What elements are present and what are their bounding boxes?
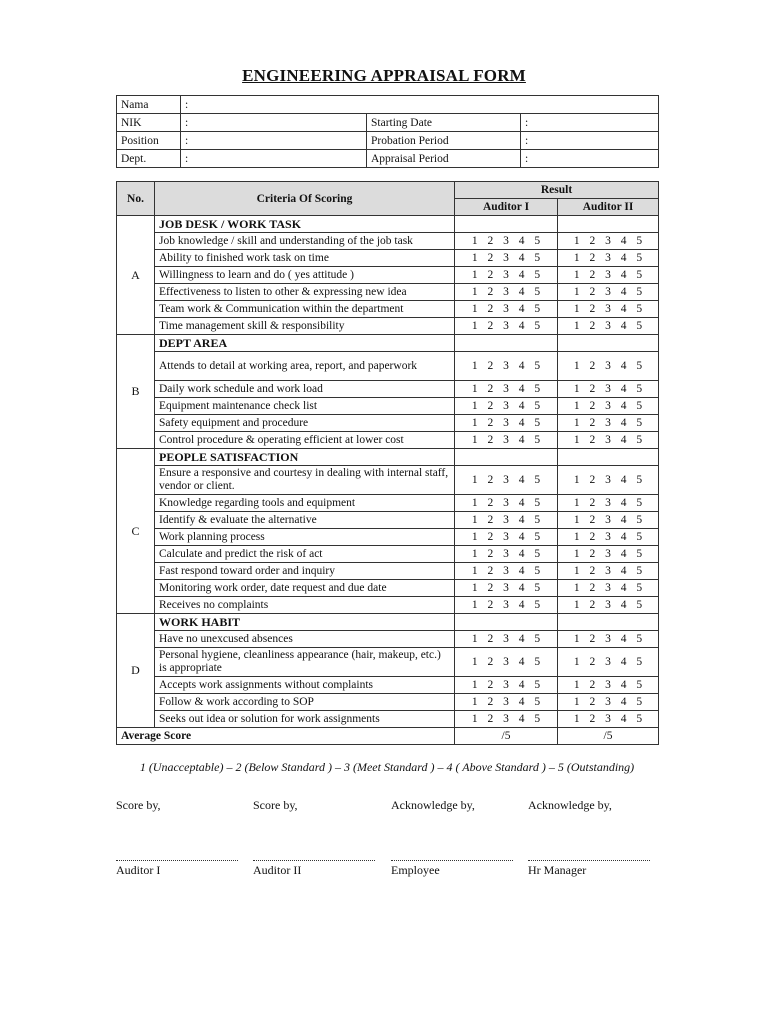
info-row-dept: [117, 150, 659, 168]
info-label: NIK: [117, 114, 181, 132]
auditor1-score[interactable]: 1 2 3 4 5: [455, 250, 558, 267]
average-auditor1[interactable]: /5: [455, 728, 558, 745]
criteria-row: [117, 233, 659, 250]
auditor2-score[interactable]: 1 2 3 4 5: [558, 580, 659, 597]
criteria-text: Attends to detail at working area, report, and paperwork: [155, 352, 455, 381]
signature-role: Employee: [391, 863, 440, 877]
auditor2-score[interactable]: 1 2 3 4 5: [558, 267, 659, 284]
auditor2-score[interactable]: 1 2 3 4 5: [558, 631, 659, 648]
section-title: WORK HABIT: [155, 614, 455, 631]
signature-block-auditor2: [253, 798, 378, 878]
auditor2-score[interactable]: 1 2 3 4 5: [558, 694, 659, 711]
auditor1-score[interactable]: 1 2 3 4 5: [455, 267, 558, 284]
info-row-nama: [117, 96, 659, 114]
info-label: Probation Period: [367, 132, 521, 150]
criteria-row: [117, 381, 659, 398]
average-row: [117, 728, 659, 745]
auditor1-score[interactable]: 1 2 3 4 5: [455, 648, 558, 677]
signature-caption: Acknowledge by,: [391, 798, 475, 812]
auditor1-score[interactable]: 1 2 3 4 5: [455, 284, 558, 301]
scoring-body: [117, 216, 659, 728]
criteria-row: [117, 284, 659, 301]
signature-line[interactable]: [391, 860, 513, 861]
average-score-label: Average Score: [117, 728, 455, 745]
auditor1-score[interactable]: 1 2 3 4 5: [455, 694, 558, 711]
auditor2-score[interactable]: 1 2 3 4 5: [558, 563, 659, 580]
signature-line[interactable]: [528, 860, 650, 861]
criteria-text: Ability to finished work task on time: [155, 250, 455, 267]
criteria-row: [117, 694, 659, 711]
criteria-text: Control procedure & operating efficient at lower cost: [155, 432, 455, 449]
info-row-nik: [117, 114, 659, 132]
blank-cell: [455, 216, 558, 233]
criteria-row: [117, 466, 659, 495]
info-label: Appraisal Period: [367, 150, 521, 168]
info-label: Nama: [117, 96, 181, 114]
auditor1-score[interactable]: 1 2 3 4 5: [455, 432, 558, 449]
blank-cell: [558, 216, 659, 233]
section-title: DEPT AREA: [155, 335, 455, 352]
signature-role: Auditor I: [116, 863, 161, 877]
signature-line[interactable]: [253, 860, 375, 861]
dept-field[interactable]: :: [181, 150, 367, 168]
auditor2-score[interactable]: 1 2 3 4 5: [558, 250, 659, 267]
criteria-row: [117, 546, 659, 563]
criteria-row: [117, 580, 659, 597]
auditor2-score[interactable]: 1 2 3 4 5: [558, 352, 659, 381]
criteria-text: Knowledge regarding tools and equipment: [155, 495, 455, 512]
criteria-text: Work planning process: [155, 529, 455, 546]
auditor1-score[interactable]: 1 2 3 4 5: [455, 512, 558, 529]
criteria-text: Ensure a responsive and courtesy in dealing with internal staff, vendor or client.: [155, 466, 455, 495]
criteria-row: [117, 432, 659, 449]
criteria-row: [117, 415, 659, 432]
criteria-text: Willingness to learn and do ( yes attitude ): [155, 267, 455, 284]
criteria-row: [117, 301, 659, 318]
signature-caption: Score by,: [253, 798, 298, 812]
auditor1-score[interactable]: 1 2 3 4 5: [455, 597, 558, 614]
criteria-row: [117, 711, 659, 728]
signature-block-auditor1: [116, 798, 241, 878]
criteria-text: Monitoring work order, date request and due date: [155, 580, 455, 597]
no-header: No.: [117, 182, 155, 216]
section-title-row: [117, 216, 659, 233]
auditor2-score[interactable]: 1 2 3 4 5: [558, 284, 659, 301]
criteria-row: [117, 267, 659, 284]
blank-cell: [558, 449, 659, 466]
auditor1-score[interactable]: 1 2 3 4 5: [455, 381, 558, 398]
auditor2-score[interactable]: 1 2 3 4 5: [558, 529, 659, 546]
auditor2-score[interactable]: 1 2 3 4 5: [558, 381, 659, 398]
criteria-row: [117, 318, 659, 335]
scoring-table: [116, 181, 659, 745]
criteria-row: [117, 677, 659, 694]
criteria-row: [117, 563, 659, 580]
signature-caption: Acknowledge by,: [528, 798, 612, 812]
auditor1-score[interactable]: 1 2 3 4 5: [455, 398, 558, 415]
result-header: Result: [455, 182, 659, 199]
section-letter: C: [117, 449, 155, 614]
criteria-text: Effectiveness to listen to other & expressing new idea: [155, 284, 455, 301]
criteria-row: [117, 529, 659, 546]
info-label: Starting Date: [367, 114, 521, 132]
criteria-text: Time management skill & responsibility: [155, 318, 455, 335]
auditor2-score[interactable]: 1 2 3 4 5: [558, 432, 659, 449]
section-letter: B: [117, 335, 155, 449]
signature-caption: Score by,: [116, 798, 161, 812]
criteria-row: [117, 250, 659, 267]
auditor2-score[interactable]: 1 2 3 4 5: [558, 546, 659, 563]
info-label: Dept.: [117, 150, 181, 168]
section-title-row: [117, 335, 659, 352]
auditor1-score[interactable]: 1 2 3 4 5: [455, 677, 558, 694]
auditor2-score[interactable]: 1 2 3 4 5: [558, 466, 659, 495]
score-legend: 1 (Unacceptable) – 2 (Below Standard ) – 3 (Meet Standard ) – 4 ( Above Standard ) – 5 (Outstanding): [139, 760, 635, 774]
criteria-text: Identify & evaluate the alternative: [155, 512, 455, 529]
auditor1-score[interactable]: 1 2 3 4 5: [455, 301, 558, 318]
auditor1-score[interactable]: 1 2 3 4 5: [455, 318, 558, 335]
section-title-row: [117, 614, 659, 631]
starting-date-field[interactable]: :: [521, 114, 659, 132]
criteria-text: Daily work schedule and work load: [155, 381, 455, 398]
blank-cell: [558, 614, 659, 631]
employee-info-table: [116, 95, 659, 168]
info-label: Position: [117, 132, 181, 150]
blank-cell: [455, 335, 558, 352]
criteria-text: Equipment maintenance check list: [155, 398, 455, 415]
criteria-text: Seeks out idea or solution for work assignments: [155, 711, 455, 728]
section-title-row: [117, 449, 659, 466]
blank-cell: [558, 335, 659, 352]
auditor1-header: Auditor I: [455, 199, 558, 216]
appraisal-period-field[interactable]: :: [521, 150, 659, 168]
auditor1-score[interactable]: 1 2 3 4 5: [455, 563, 558, 580]
auditor2-score[interactable]: 1 2 3 4 5: [558, 648, 659, 677]
criteria-text: Job knowledge / skill and understanding of the job task: [155, 233, 455, 250]
auditor2-score[interactable]: 1 2 3 4 5: [558, 415, 659, 432]
signature-line[interactable]: [116, 860, 238, 861]
section-title: PEOPLE SATISFACTION: [155, 449, 455, 466]
nama-field[interactable]: :: [181, 96, 659, 114]
auditor1-score[interactable]: 1 2 3 4 5: [455, 495, 558, 512]
auditor1-score[interactable]: 1 2 3 4 5: [455, 233, 558, 250]
auditor2-score[interactable]: 1 2 3 4 5: [558, 711, 659, 728]
form-title: ENGINEERING APPRAISAL FORM: [242, 66, 526, 85]
average-auditor2[interactable]: /5: [558, 728, 659, 745]
criteria-text: Safety equipment and procedure: [155, 415, 455, 432]
auditor2-score[interactable]: 1 2 3 4 5: [558, 597, 659, 614]
section-letter: A: [117, 216, 155, 335]
auditor1-score[interactable]: 1 2 3 4 5: [455, 466, 558, 495]
criteria-row: [117, 512, 659, 529]
criteria-text: Follow & work according to SOP: [155, 694, 455, 711]
auditor1-score[interactable]: 1 2 3 4 5: [455, 631, 558, 648]
criteria-row: [117, 352, 659, 381]
section-title: JOB DESK / WORK TASK: [155, 216, 455, 233]
auditor2-score[interactable]: 1 2 3 4 5: [558, 495, 659, 512]
info-row-position: [117, 132, 659, 150]
auditor2-score[interactable]: 1 2 3 4 5: [558, 318, 659, 335]
auditor1-score[interactable]: 1 2 3 4 5: [455, 352, 558, 381]
criteria-text: Team work & Communication within the department: [155, 301, 455, 318]
blank-cell: [455, 449, 558, 466]
auditor2-header: Auditor II: [558, 199, 659, 216]
nik-field[interactable]: :: [181, 114, 367, 132]
criteria-text: Receives no complaints: [155, 597, 455, 614]
auditor2-score[interactable]: 1 2 3 4 5: [558, 512, 659, 529]
criteria-text: Accepts work assignments without complaints: [155, 677, 455, 694]
auditor1-score[interactable]: 1 2 3 4 5: [455, 546, 558, 563]
auditor1-score[interactable]: 1 2 3 4 5: [455, 529, 558, 546]
criteria-text: Personal hygiene, cleanliness appearance (hair, makeup, etc.) is appropriate: [155, 648, 455, 677]
criteria-text: Calculate and predict the risk of act: [155, 546, 455, 563]
criteria-row: [117, 597, 659, 614]
signature-block-hr-manager: [528, 798, 653, 878]
criteria-row: [117, 648, 659, 677]
auditor1-score[interactable]: 1 2 3 4 5: [455, 580, 558, 597]
auditor2-score[interactable]: 1 2 3 4 5: [558, 398, 659, 415]
probation-period-field[interactable]: :: [521, 132, 659, 150]
section-letter: D: [117, 614, 155, 728]
signature-block-employee: [391, 798, 516, 878]
criteria-row: [117, 398, 659, 415]
criteria-text: Have no unexcused absences: [155, 631, 455, 648]
criteria-header: Criteria Of Scoring: [155, 182, 455, 216]
criteria-row: [117, 631, 659, 648]
auditor2-score[interactable]: 1 2 3 4 5: [558, 677, 659, 694]
auditor2-score[interactable]: 1 2 3 4 5: [558, 233, 659, 250]
criteria-row: [117, 495, 659, 512]
auditor2-score[interactable]: 1 2 3 4 5: [558, 301, 659, 318]
blank-cell: [455, 614, 558, 631]
signature-role: Auditor II: [253, 863, 302, 877]
auditor1-score[interactable]: 1 2 3 4 5: [455, 415, 558, 432]
position-field[interactable]: :: [181, 132, 367, 150]
auditor1-score[interactable]: 1 2 3 4 5: [455, 711, 558, 728]
criteria-text: Fast respond toward order and inquiry: [155, 563, 455, 580]
signature-role: Hr Manager: [528, 863, 587, 877]
